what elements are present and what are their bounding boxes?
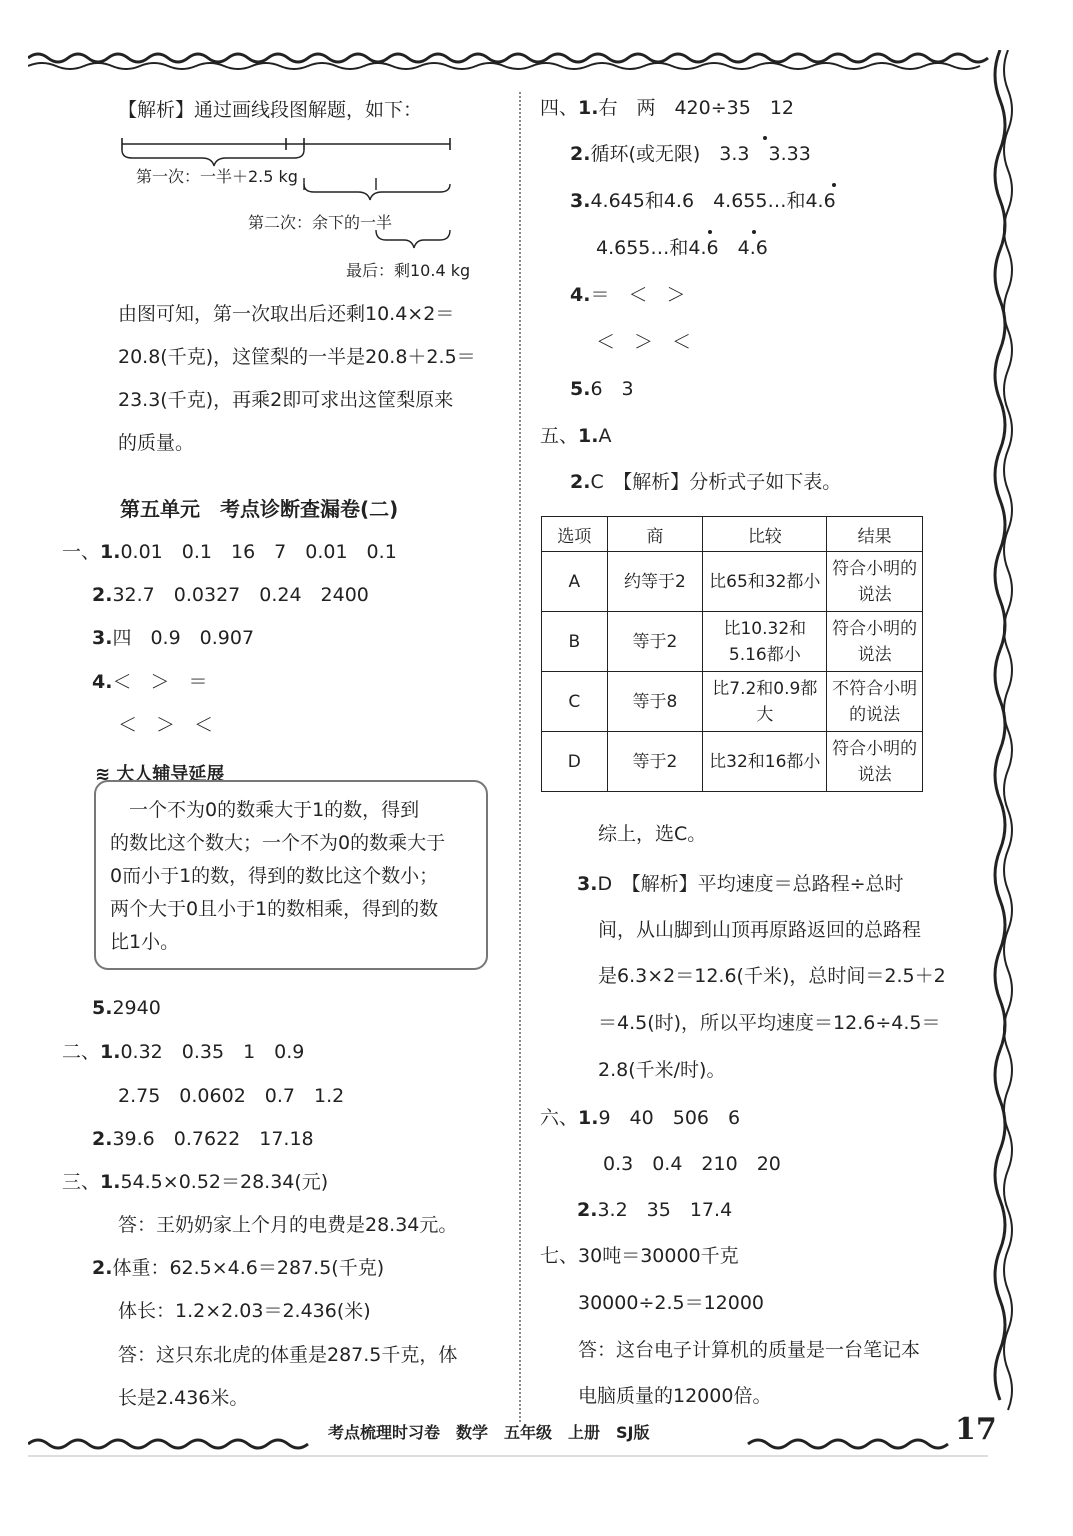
- table-cell: 符合小明的说法: [827, 612, 923, 672]
- diagram-label-second: 第二次：余下的一半: [248, 213, 393, 232]
- q1-1-line: [62, 540, 397, 564]
- table-row: [542, 612, 923, 672]
- q5-3-line-3: 是6.3×2＝12.6(千米)，总时间＝2.5＋2: [598, 965, 946, 987]
- q3-1-line: [62, 1170, 328, 1194]
- q1-1-answer: 0.01 0.1 16 7 0.01 0.1: [120, 541, 397, 563]
- q3-1-number: 1.: [100, 1171, 121, 1193]
- q7-answer: 30吨＝30000千克: [578, 1245, 739, 1267]
- q2-1-answer: 0.32 0.35 1 0.9: [120, 1041, 305, 1063]
- q1-4-answer-row2: ＜ ＞ ＜: [118, 714, 214, 736]
- analysis-line-1: 由图可知，第一次取出后还剩10.4×2＝: [118, 303, 455, 325]
- analysis-intro: 【解析】通过画线段图解题，如下：: [118, 99, 423, 121]
- q4-3-answer: 4.645和4.6 4.655…和4.6: [590, 190, 836, 212]
- q7-line-4: 电脑质量的12000倍。: [578, 1385, 772, 1407]
- q5-1-answer: A: [598, 425, 612, 447]
- q5-1-line: [540, 424, 611, 448]
- q4-1-number: 1.: [578, 97, 599, 119]
- q2-1-answer-row2: 2.75 0.0602 0.7 1.2: [118, 1085, 345, 1107]
- q2-2-answer: 39.6 0.7622 17.18: [112, 1128, 314, 1150]
- repeat-dot: [763, 136, 767, 140]
- q5-2-line: [570, 470, 841, 494]
- tip-box: [94, 780, 488, 970]
- table-cell: 约等于2: [607, 552, 703, 612]
- table-cell: 比7.2和0.9都大: [703, 672, 827, 732]
- q3-2-line: [92, 1256, 384, 1280]
- q1-2-number: 2.: [92, 584, 113, 606]
- q2-1-number: 1.: [100, 1041, 121, 1063]
- q4-2-answer: 循环(或无限) 3.3 3.33: [590, 143, 811, 165]
- q5-conclusion: 综上，选C。: [598, 823, 707, 845]
- q2-2-line: [92, 1127, 314, 1151]
- q5-3-line-4: ＝4.5(时)，所以平均速度＝12.6÷4.5＝: [598, 1012, 941, 1034]
- q2-2-number: 2.: [92, 1128, 113, 1150]
- table-row: [542, 732, 923, 792]
- section-title: 第五单元 考点诊断查漏卷(二): [120, 497, 399, 521]
- table-cell: 符合小明的说法: [827, 552, 923, 612]
- q1-3-answer: 四 0.9 0.907: [112, 627, 255, 649]
- analysis-line-2: 20.8(千克)，这筐梨的一半是20.8＋2.5＝: [118, 346, 476, 368]
- diagram-label-first: 第一次：一半＋2.5 kg: [136, 167, 298, 186]
- q4-4-answer-row2: ＜ ＞ ＜: [596, 331, 692, 353]
- q1-2-answer: 32.7 0.0327 0.24 2400: [112, 584, 369, 606]
- column-divider: [519, 92, 521, 1422]
- q1-4-number: 4.: [92, 671, 113, 693]
- q4-1-answer: 右 两 420÷35 12: [598, 97, 795, 119]
- q4-4-number: 4.: [570, 284, 591, 306]
- q3-2-answer-row4: 长是2.436米。: [118, 1387, 249, 1409]
- q5-2-answer: C 【解析】分析式子如下表。: [590, 471, 842, 493]
- table-cell: 等于2: [607, 732, 703, 792]
- table-cell: 比32和16都小: [703, 732, 827, 792]
- table-header: 结果: [827, 517, 923, 552]
- q1-2-line: [92, 583, 369, 607]
- table-row: [542, 672, 923, 732]
- analysis-table: [541, 516, 923, 792]
- q5-3-line-5: 2.8(千米/时)。: [598, 1059, 726, 1081]
- table-cell: A: [542, 552, 608, 612]
- top-wavy-border: [28, 40, 1018, 80]
- q3-prefix: 三、: [62, 1171, 101, 1193]
- q7-prefix: 七、: [540, 1245, 579, 1267]
- tip-line: 0而小于1的数，得到的数比这个数小；: [110, 865, 439, 887]
- q1-3-number: 3.: [92, 627, 113, 649]
- table-cell: 比10.32和5.16都小: [703, 612, 827, 672]
- page-footer: 考点梳理时习卷 数学 五年级 上册 SJ版: [328, 1423, 650, 1442]
- q6-1-number: 1.: [578, 1107, 599, 1129]
- table-cell: 等于2: [607, 612, 703, 672]
- q1-1-number: 1.: [100, 541, 121, 563]
- q4-5-number: 5.: [570, 378, 591, 400]
- tip-line: 比1小。: [110, 931, 180, 953]
- table-cell: B: [542, 612, 608, 672]
- q1-5-number: 5.: [92, 997, 113, 1019]
- q4-4-line: [570, 283, 685, 307]
- q5-prefix: 五、: [540, 425, 579, 447]
- tip-line: 的数比这个数大；一个不为0的数乘大于: [110, 832, 446, 854]
- repeat-dot: [708, 230, 712, 234]
- repeat-dot: [752, 230, 756, 234]
- q3-2-answer: 体重：62.5×4.6＝287.5(千克): [112, 1257, 385, 1279]
- q3-2-answer-row3: 答：这只东北虎的体重是287.5千克，体: [118, 1344, 458, 1366]
- table-cell: C: [542, 672, 608, 732]
- q5-3-line-2: 间，从山脚到山顶再原路返回的总路程: [598, 919, 922, 941]
- q5-2-number: 2.: [570, 471, 591, 493]
- table-cell: 比65和32都小: [703, 552, 827, 612]
- q5-3-line-1: [577, 872, 904, 896]
- q5-3-answer: D 【解析】平均速度＝总路程÷总时: [597, 873, 904, 895]
- q4-3-number: 3.: [570, 190, 591, 212]
- table-cell: 等于8: [607, 672, 703, 732]
- q4-4-answer: ＝ ＜ ＞: [590, 284, 686, 306]
- q4-5-answer: 6 3: [590, 378, 634, 400]
- q7-line-2: 30000÷2.5＝12000: [578, 1292, 765, 1314]
- q4-2-line: [570, 142, 811, 166]
- right-wavy-border: [980, 50, 1020, 1440]
- q1-prefix: 一、: [62, 541, 101, 563]
- q4-1-line: [540, 96, 794, 120]
- repeat-dot: [832, 183, 836, 187]
- q7-line-1: [540, 1244, 739, 1268]
- q6-2-line: [577, 1198, 732, 1222]
- q4-3-line: [570, 189, 836, 213]
- table-row: [542, 552, 923, 612]
- q2-1-line: [62, 1040, 304, 1064]
- q1-3-line: [92, 626, 254, 650]
- q1-4-answer: ＜ ＞ ＝: [112, 671, 208, 693]
- q4-2-number: 2.: [570, 143, 591, 165]
- q3-2-answer-row2: 体长：1.2×2.03＝2.436(米): [118, 1300, 371, 1322]
- q1-5-answer: 2940: [112, 997, 161, 1019]
- table-cell: 符合小明的说法: [827, 732, 923, 792]
- q5-3-number: 3.: [577, 873, 598, 895]
- q5-1-number: 1.: [578, 425, 599, 447]
- q4-5-line: [570, 377, 634, 401]
- table-header-row: [542, 517, 923, 552]
- q6-2-number: 2.: [577, 1199, 598, 1221]
- analysis-line-3: 23.3(千克)，再乘2即可求出这筐梨原来: [118, 389, 454, 411]
- q4-prefix: 四、: [540, 97, 579, 119]
- q3-1-answer: 54.5×0.52＝28.34(元): [120, 1171, 329, 1193]
- q6-prefix: 六、: [540, 1107, 579, 1129]
- q1-4-line: [92, 670, 207, 694]
- q7-line-3: 答：这台电子计算机的质量是一台笔记本: [578, 1339, 921, 1361]
- q4-3-answer-row2: 4.655…和4.6 4.6: [596, 237, 768, 259]
- q3-1-answer-row2: 答：王奶奶家上个月的电费是28.34元。: [118, 1214, 458, 1236]
- table-cell: 不符合小明的说法: [827, 672, 923, 732]
- line-segment-diagram: [118, 132, 478, 282]
- q6-1-answer-row2: 0.3 0.4 210 20: [603, 1153, 781, 1175]
- diagram-label-last: 最后：剩10.4 kg: [346, 261, 471, 280]
- q1-5-line: [92, 996, 161, 1020]
- q6-1-answer: 9 40 506 6: [598, 1107, 741, 1129]
- q2-prefix: 二、: [62, 1041, 101, 1063]
- table-cell: D: [542, 732, 608, 792]
- tip-icon: ≋: [95, 764, 117, 785]
- tip-line: 一个不为0的数乘大于1的数，得到: [110, 799, 420, 821]
- q6-2-answer: 3.2 35 17.4: [597, 1199, 733, 1221]
- table-header: 商: [607, 517, 703, 552]
- analysis-line-4: 的质量。: [118, 432, 195, 454]
- tip-title: 大人辅导延展: [116, 764, 225, 785]
- q6-1-line: [540, 1106, 740, 1130]
- q3-2-number: 2.: [92, 1257, 113, 1279]
- page-number: 17: [955, 1412, 997, 1447]
- table-header: 比较: [703, 517, 827, 552]
- tip-line: 两个大于0且小于1的数相乘，得到的数: [110, 898, 439, 920]
- table-header: 选项: [542, 517, 608, 552]
